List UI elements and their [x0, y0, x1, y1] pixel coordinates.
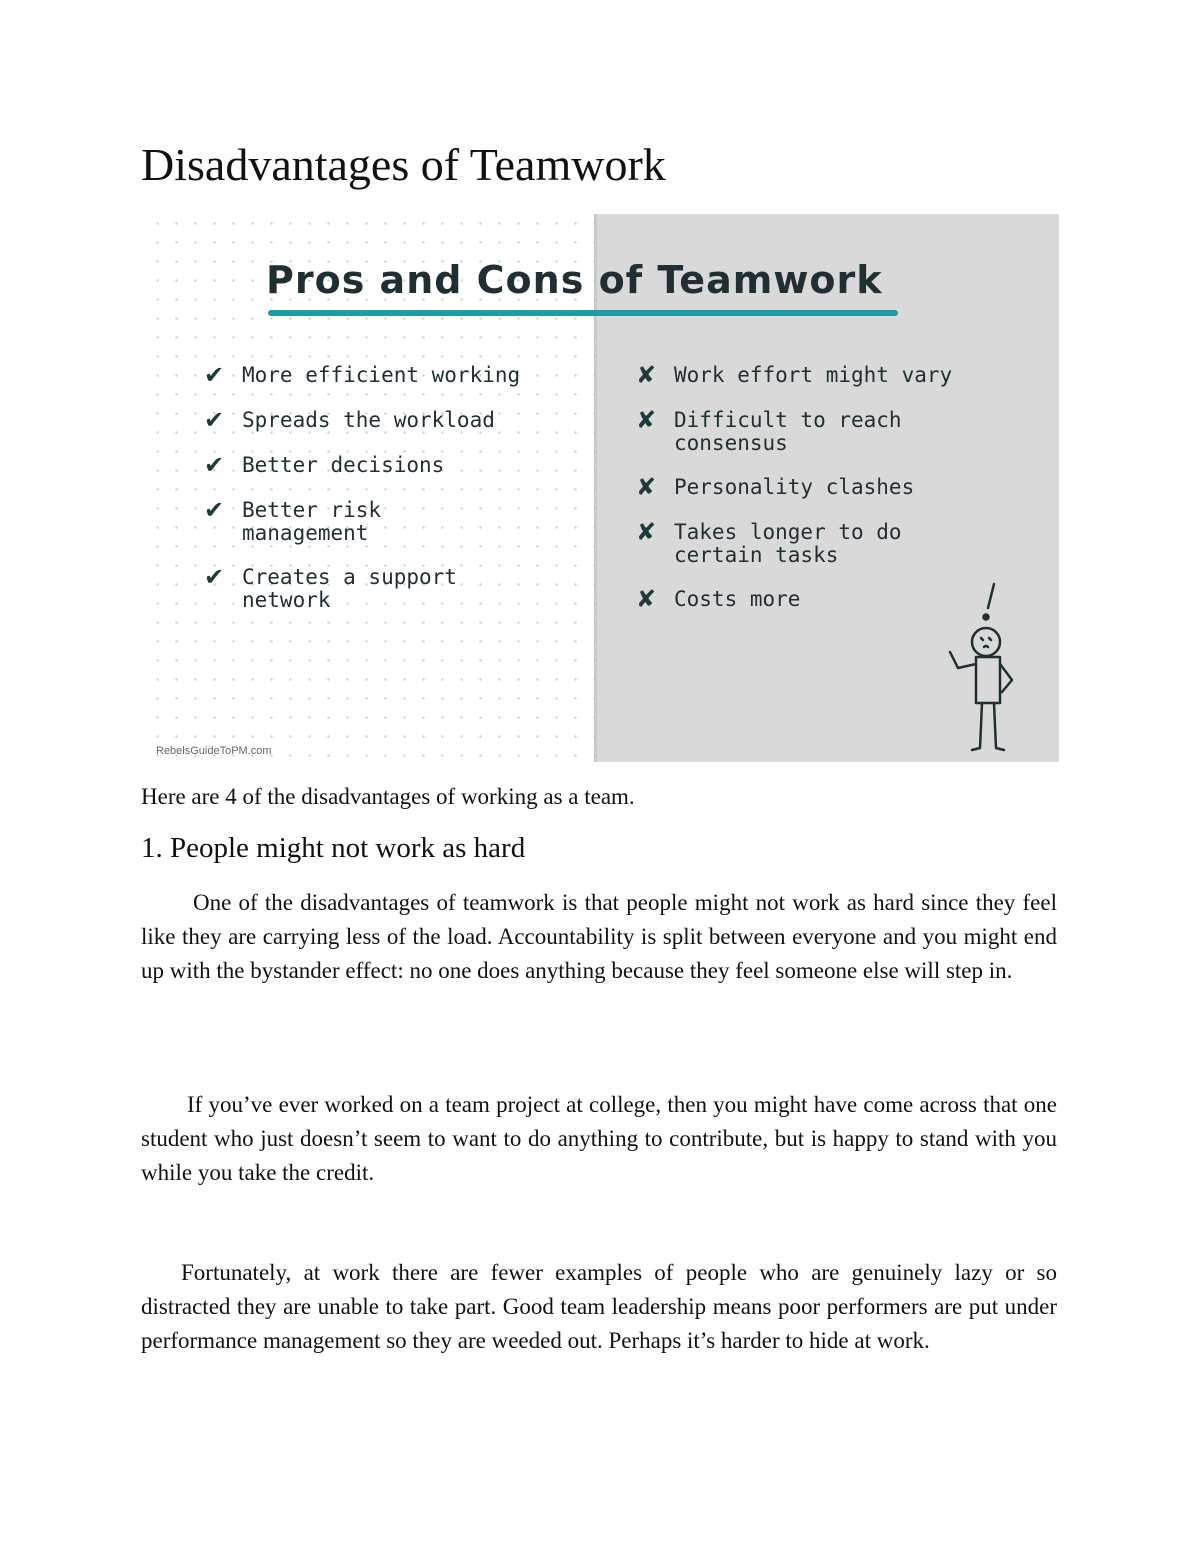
- checkmark-icon: ✔: [204, 496, 225, 524]
- con-item-text: Costs more: [674, 587, 801, 611]
- pro-item: [204, 361, 572, 389]
- pro-item-text: Creates a support network: [242, 565, 457, 612]
- section-heading: 1. People might not work as hard: [141, 832, 526, 864]
- con-item: [636, 361, 1014, 389]
- pro-item-text: More efficient working: [242, 363, 521, 387]
- pro-item: [204, 406, 572, 434]
- body-paragraph: If you’ve ever worked on a team project at college, then you might have come across that one student who just doesn’t seem to want to do anything to contribute, but is happy to stand with you while you take the credit.: [141, 1092, 1057, 1185]
- infographic-credit: RebelsGuideToPM.com: [156, 745, 272, 757]
- cross-icon: ✘: [636, 518, 657, 546]
- pros-cons-infographic: [148, 214, 1059, 762]
- con-item-text: Personality clashes: [674, 475, 915, 499]
- checkmark-icon: ✔: [204, 406, 225, 434]
- body-paragraph: One of the disadvantages of teamwork is that people might not work as hard since they feel like they are carrying less of the load. Accountability is split between everyone and you might end up with the bystander effect: no one does anything because they feel someone else will step in.: [141, 890, 1057, 983]
- pro-item: [204, 563, 532, 612]
- cross-icon: ✘: [636, 473, 657, 501]
- con-item: [636, 406, 924, 455]
- con-item: [636, 473, 1004, 501]
- cross-icon: ✘: [636, 585, 657, 613]
- con-item-text: Takes longer to do certain tasks: [674, 520, 902, 567]
- title-underline: [268, 310, 898, 316]
- cross-icon: ✘: [636, 406, 657, 434]
- pro-item-text: Better risk management: [242, 498, 382, 545]
- infographic-title: Pros and Cons of Teamwork: [266, 258, 883, 302]
- page-title: Disadvantages of Teamwork: [141, 139, 666, 190]
- pro-item-text: Spreads the workload: [242, 408, 495, 432]
- pro-item: [204, 496, 442, 545]
- pro-item: [204, 451, 572, 479]
- intro-text: Here are 4 of the disadvantages of working as a team.: [141, 784, 635, 809]
- checkmark-icon: ✔: [204, 451, 225, 479]
- con-item-text: Difficult to reach consensus: [674, 408, 902, 455]
- pro-item-text: Better decisions: [242, 453, 445, 477]
- con-item-text: Work effort might vary: [674, 363, 953, 387]
- checkmark-icon: ✔: [204, 361, 225, 389]
- stick-figure-illustration: [938, 580, 1038, 760]
- body-paragraph: Fortunately, at work there are fewer examples of people who are genuinely lazy or so distracted they are unable to take part. Good team leadership means poor performers are put under performance management so they are weeded out. Perhaps it’s harder to hide at work.: [141, 1260, 1057, 1353]
- checkmark-icon: ✔: [204, 563, 225, 591]
- con-item: [636, 518, 944, 567]
- cross-icon: ✘: [636, 361, 657, 389]
